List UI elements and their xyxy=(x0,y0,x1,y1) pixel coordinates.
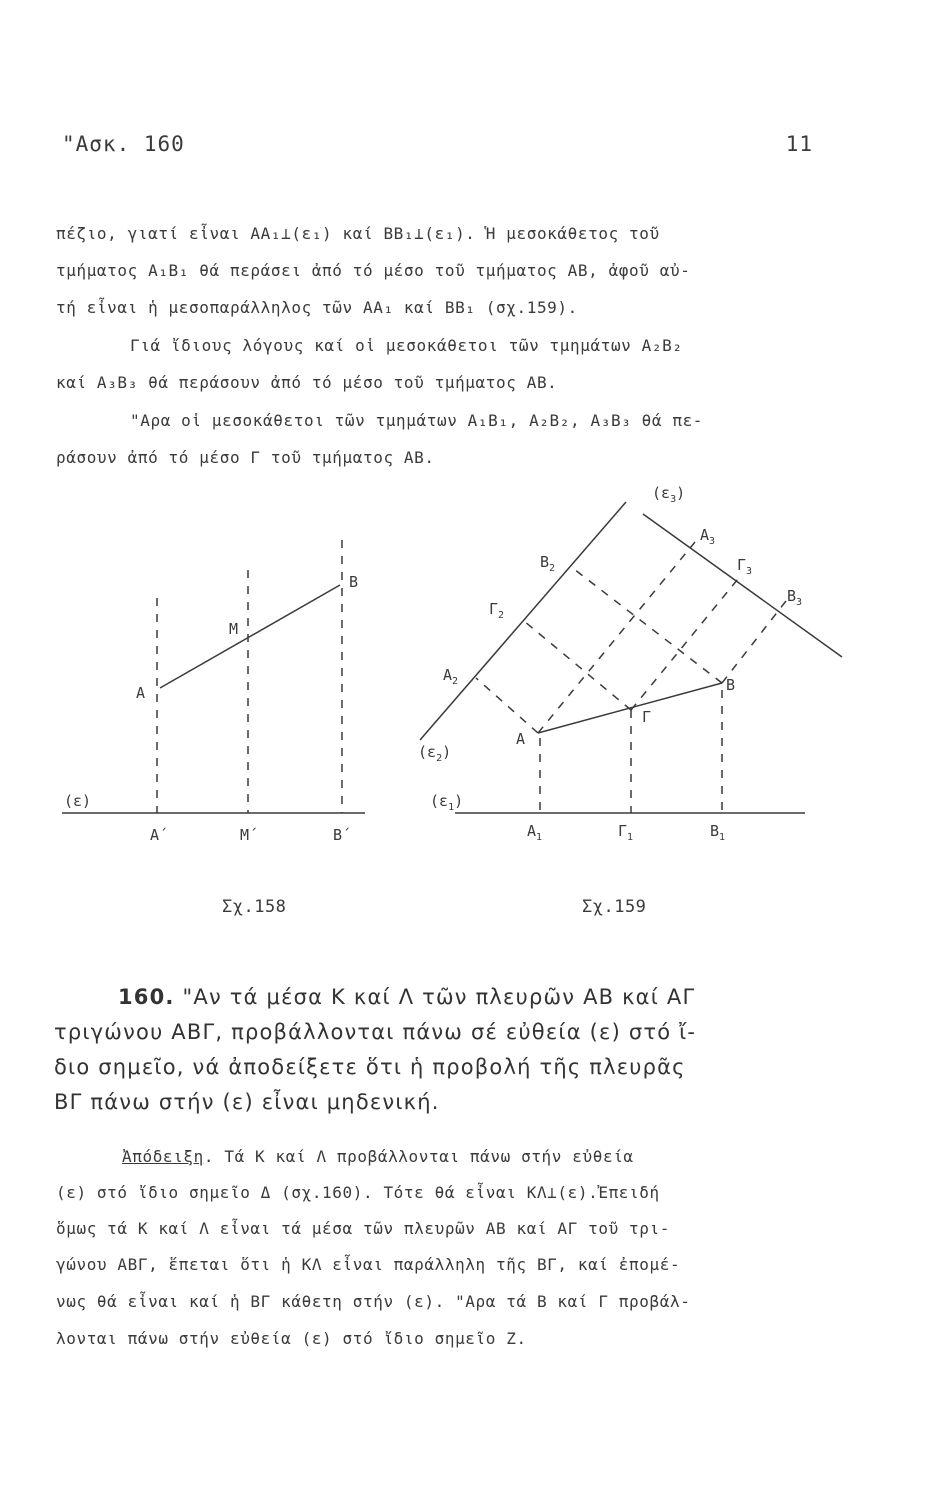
label-A: A xyxy=(136,684,146,702)
label-A1: $A_1$ xyxy=(527,822,543,843)
label-M: M xyxy=(229,620,239,638)
figure-159 xyxy=(420,502,842,813)
caption-fig-159: Σχ.159 xyxy=(582,897,647,917)
label-A3: $A_3$ xyxy=(700,526,716,547)
line-e2 xyxy=(420,502,626,740)
projection-A2 xyxy=(476,678,538,733)
proof-line: νως θά εἶναι καί ἡ BΓ κάθετη στήν (ε). "Αρα τά B καί Γ προβάλ- xyxy=(56,1292,691,1311)
label-A2: $A_2$ xyxy=(443,666,459,687)
label-B3: $B_3$ xyxy=(787,587,803,608)
projection-B3 xyxy=(722,601,786,683)
text-line: τή εἶναι ἡ μεσοπαράλληλος τῶν AA₁ καί BB₁ (σχ.159). xyxy=(56,298,578,317)
problem-line: τριγώνου ABΓ, προβάλλονται πάνω σέ εὐθεία (ε) στό ἴ- xyxy=(54,1020,697,1044)
label-G1: $\Gamma_1$ xyxy=(618,822,634,843)
label-B2: $B_2$ xyxy=(540,553,556,574)
text-line: πέζιο, γιατί εἶναι AA₁⊥(ε₁) καί BB₁⊥(ε₁). Ἡ μεσοκάθετος τοῦ xyxy=(56,224,660,243)
proof-line: (ε) στό ἴδιο σημεῖο Δ (σχ.160). Τότε θά εἶναι KΛ⊥(ε).Ἐπειδή xyxy=(56,1183,660,1202)
problem-line: BΓ πάνω στήν (ε) εἶναι μηδενική. xyxy=(54,1090,440,1114)
problem-line-1: 160. "Αν τά μέσα K καί Λ τῶν πλευρῶν AB καί AΓ xyxy=(118,985,696,1009)
caption-fig-158: Σχ.158 xyxy=(222,897,287,917)
text-line: τμήματος A₁B₁ θά περάσει ἀπό τό μέσο τοῦ τμήματος AB, ἀφοῦ αὐ- xyxy=(56,261,691,280)
text-line: ράσουν ἀπό τό μέσο Γ τοῦ τμήματος AB. xyxy=(56,448,435,467)
label-G: Γ xyxy=(642,708,652,726)
projection-A3 xyxy=(538,542,695,733)
page-number: 11 xyxy=(785,132,813,156)
label-e2: $(\varepsilon_2)$ xyxy=(418,743,452,764)
proof-line: γώνου ABΓ, ἕπεται ὅτι ἡ KΛ εἶναι παράλληλη τῆς BΓ, καί ἐπομέ- xyxy=(56,1255,681,1274)
proof-line: λονται πάνω στήν εὐθεία (ε) στό ἴδιο σημεῖο Z. xyxy=(56,1329,527,1348)
label-e: (ε) xyxy=(64,792,92,810)
page-header-left: "Ασκ. 160 xyxy=(62,132,185,156)
line-e3 xyxy=(643,514,842,657)
figure-158 xyxy=(62,540,365,813)
problem-number: 160. xyxy=(118,985,175,1009)
segment-AB xyxy=(538,683,722,733)
label-B: B xyxy=(726,676,736,694)
proof-line: ὅμως τά K καί Λ εἶναι τά μέσα τῶν πλευρῶν AB καί AΓ τοῦ τρι- xyxy=(56,1219,670,1238)
text-line: Γιά ἴδιους λόγους καί οἱ μεσοκάθετοι τῶν τμημάτων A₂B₂ xyxy=(130,336,683,355)
text-line: "Αρα οἱ μεσοκάθετοι τῶν τμημάτων A₁B₁, A₂B₂, A₃B₃ θά πε- xyxy=(130,411,704,430)
label-G2: $\Gamma_2$ xyxy=(489,600,505,621)
problem-line: διο σημεῖο, νά ἀποδείξετε ὅτι ἡ προβολή τῆς πλευρᾶς xyxy=(54,1055,686,1079)
proof-heading: Ἀπόδειξη xyxy=(122,1147,204,1166)
projection-G2 xyxy=(524,621,631,710)
segment-AB xyxy=(160,585,340,688)
label-M-prime: M΄ xyxy=(240,826,259,844)
label-B: B xyxy=(349,573,359,591)
label-A: A xyxy=(516,730,526,748)
label-A-prime: A΄ xyxy=(150,826,169,844)
label-B1: $B_1$ xyxy=(710,822,726,843)
text-line: καί A₃B₃ θά περάσουν ἀπό τό μέσο τοῦ τμήματος AB. xyxy=(56,373,558,392)
label-G3: $\Gamma_3$ xyxy=(737,556,753,577)
proof-line-1: Ἀπόδειξη. Τά K καί Λ προβάλλονται πάνω στήν εὐθεία xyxy=(122,1147,634,1166)
label-B-prime: B΄ xyxy=(333,826,352,844)
label-e3: $(\varepsilon_3)$ xyxy=(652,484,686,505)
label-e1: $(\varepsilon_1)$ xyxy=(430,792,464,813)
